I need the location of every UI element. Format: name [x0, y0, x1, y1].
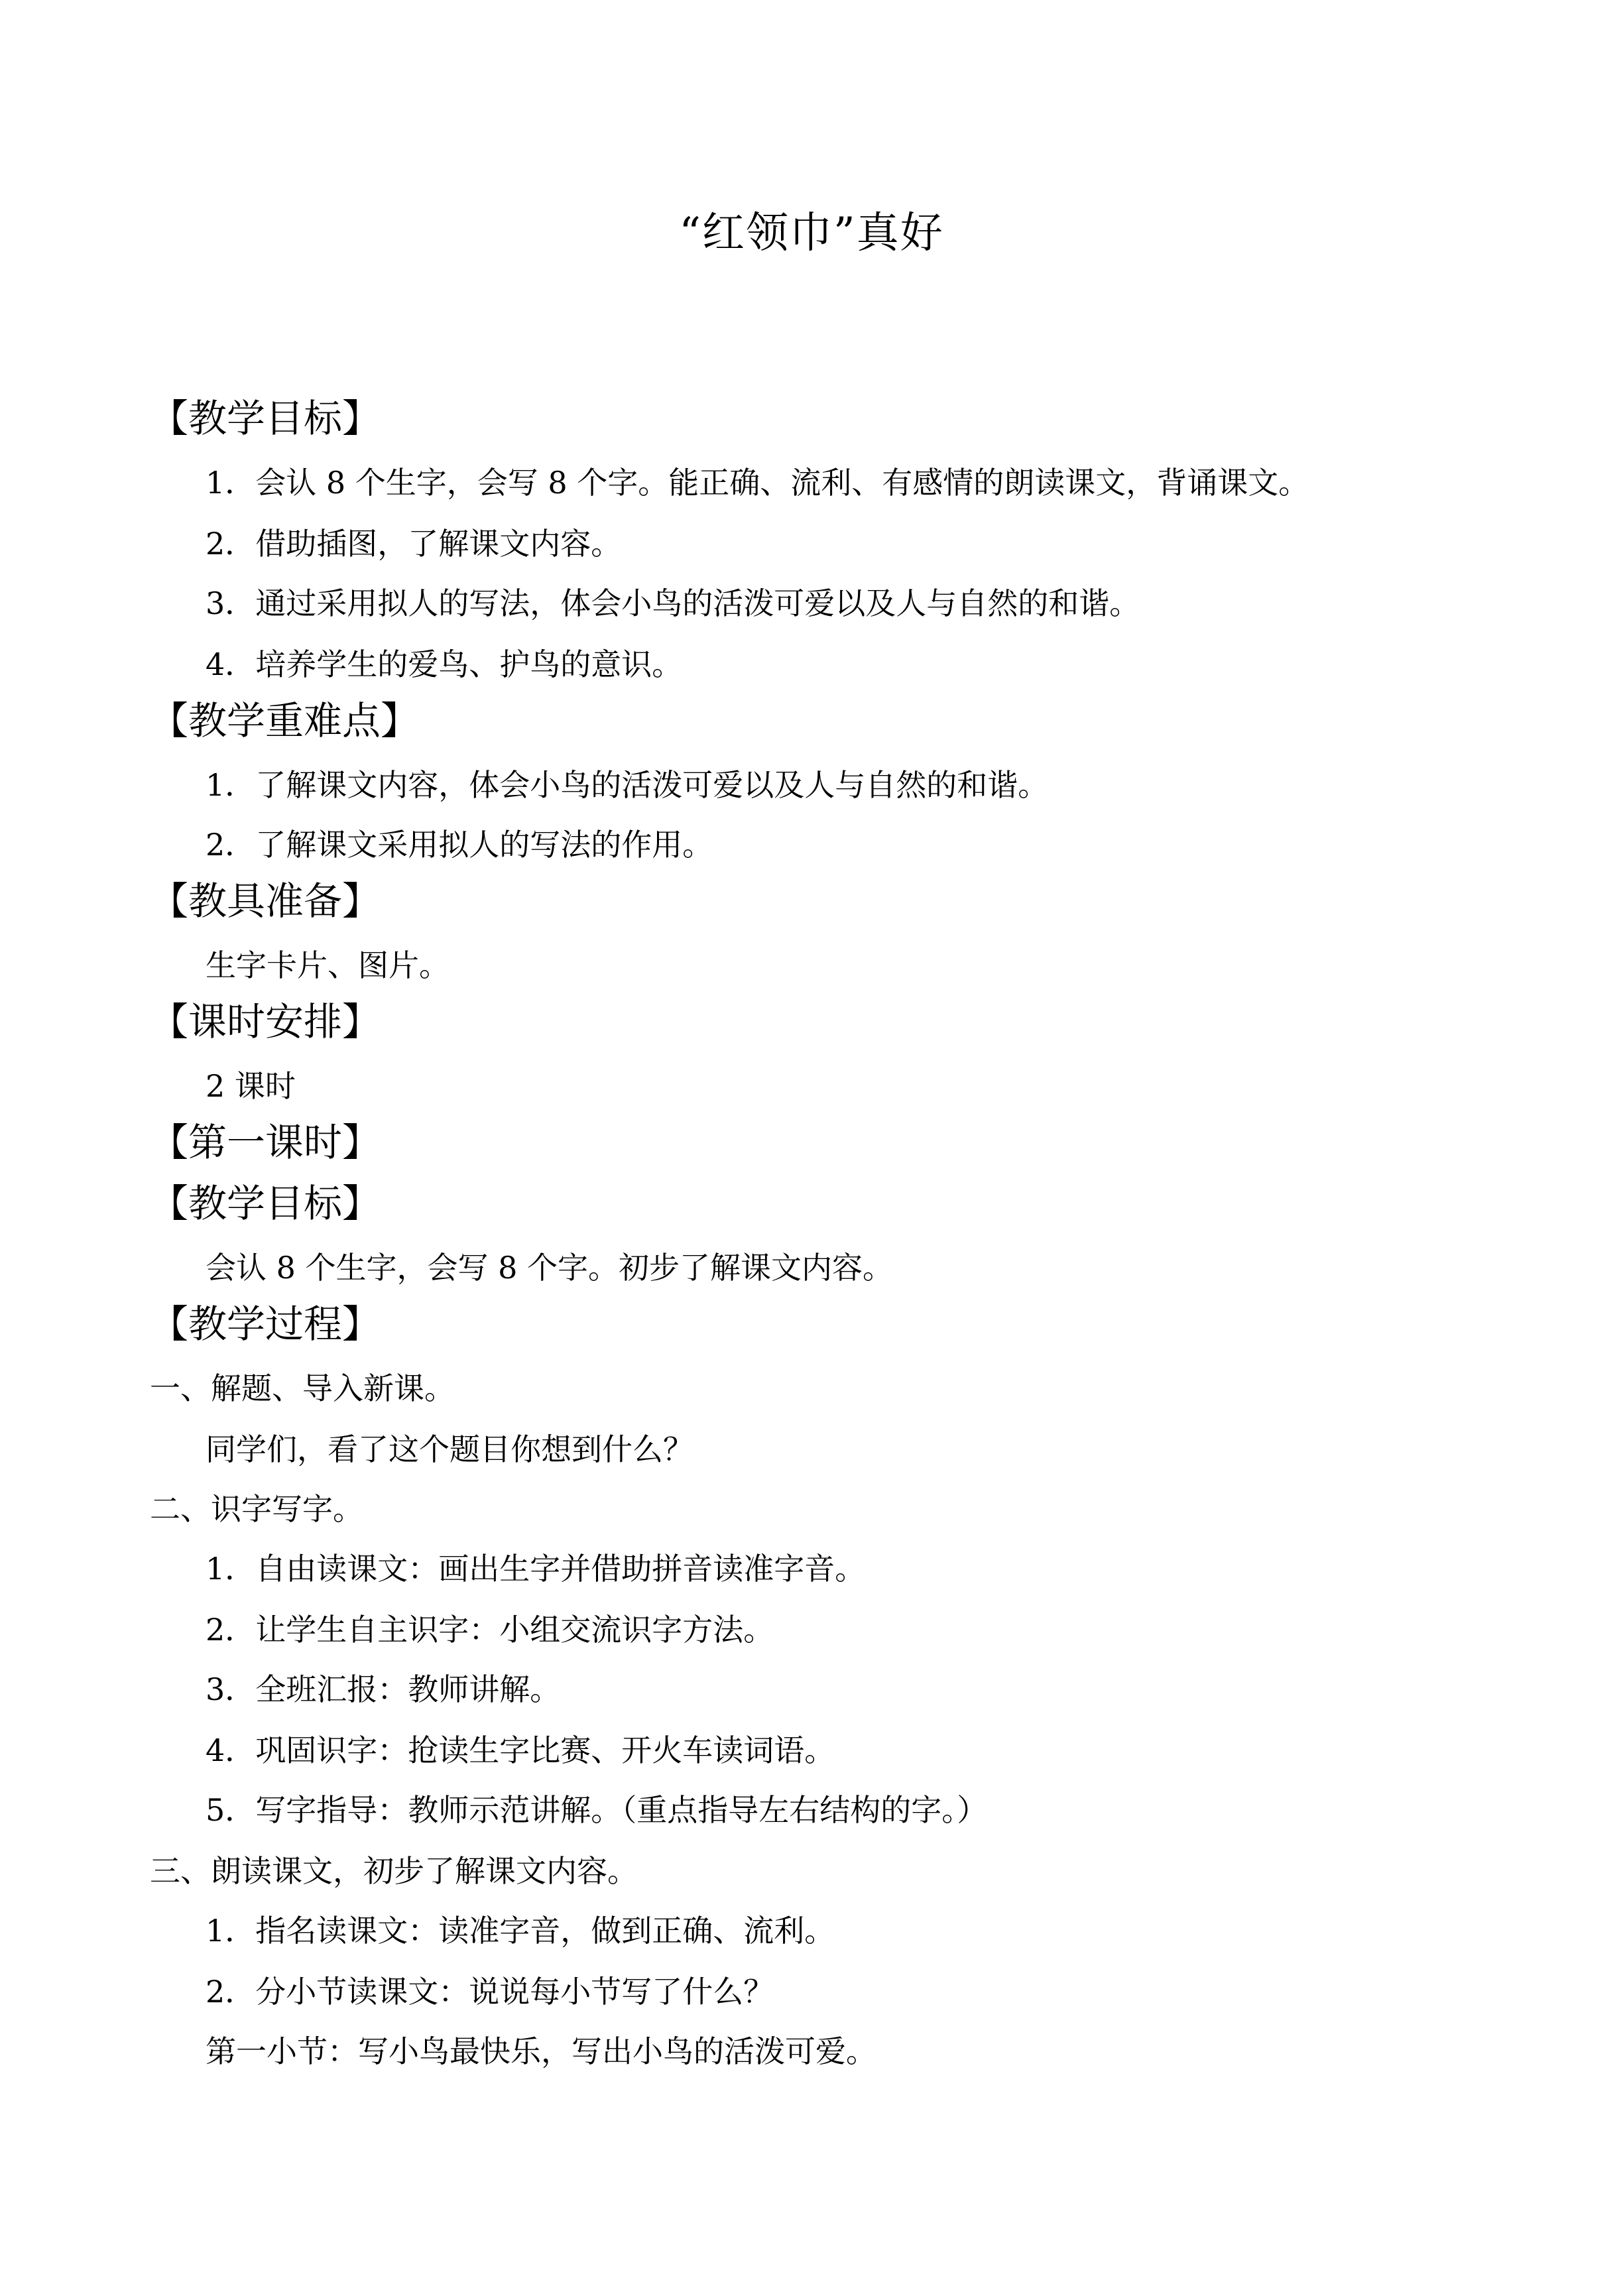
section-2-item-3: 3．全班汇报：教师讲解。: [206, 1671, 561, 1707]
heading-teaching-aids: 【教具准备】: [150, 878, 381, 924]
teaching-aids-text: 生字卡片、图片。: [206, 947, 450, 983]
first-lesson-goal-text: 会认 8 个生字，会写 8 个字。初步了解课文内容。: [206, 1250, 894, 1286]
heading-key-points: 【教学重难点】: [150, 698, 420, 743]
section-2-item-4: 4．巩固识字：抢读生字比赛、开火车读词语。: [206, 1732, 835, 1768]
schedule-text: 2 课时: [206, 1068, 296, 1104]
heading-teaching-process: 【教学过程】: [150, 1301, 381, 1347]
goal-item-4: 4．培养学生的爱鸟、护鸟的意识。: [206, 646, 683, 682]
document-title: “红领巾”真好: [679, 209, 944, 258]
key-point-item-2: 2．了解课文采用拟人的写法的作用。: [206, 827, 713, 863]
section-2-item-1: 1．自由读课文：画出生字并借助拼音读准字音。: [206, 1551, 866, 1587]
section-2-item-2: 2．让学生自主识字：小组交流识字方法。: [206, 1612, 774, 1648]
heading-schedule: 【课时安排】: [150, 999, 381, 1044]
section-3-stanza-1: 第一小节：写小鸟最快乐，写出小鸟的活泼可爱。: [206, 2033, 876, 2069]
section-3-item-1: 1．指名读课文：读准字音，做到正确、流利。: [206, 1913, 835, 1949]
section-3-title: 三、朗读课文，初步了解课文内容。: [150, 1853, 638, 1889]
heading-first-lesson-goals: 【教学目标】: [150, 1181, 381, 1226]
section-3-item-2: 2．分小节读课文：说说每小节写了什么？: [206, 1974, 774, 2010]
heading-teaching-goals: 【教学目标】: [150, 396, 381, 441]
section-2-item-5: 5．写字指导：教师示范讲解。（重点指导左右结构的字。）: [206, 1792, 988, 1828]
goal-item-3: 3．通过采用拟人的写法，体会小鸟的活泼可爱以及人与自然的和谐。: [206, 585, 1140, 621]
goal-item-2: 2．借助插图，了解课文内容。: [206, 526, 622, 562]
goal-item-1: 1．会认 8 个生字，会写 8 个字。能正确、流利、有感情的朗读课文，背诵课文。: [206, 465, 1309, 501]
heading-first-lesson: 【第一课时】: [150, 1120, 381, 1165]
key-point-item-1: 1．了解课文内容，体会小鸟的活泼可爱以及人与自然的和谐。: [206, 767, 1049, 803]
section-1-title: 一、解题、导入新课。: [150, 1370, 455, 1406]
section-2-title: 二、识字写字。: [150, 1491, 363, 1527]
section-1-text: 同学们，看了这个题目你想到什么？: [206, 1431, 693, 1467]
